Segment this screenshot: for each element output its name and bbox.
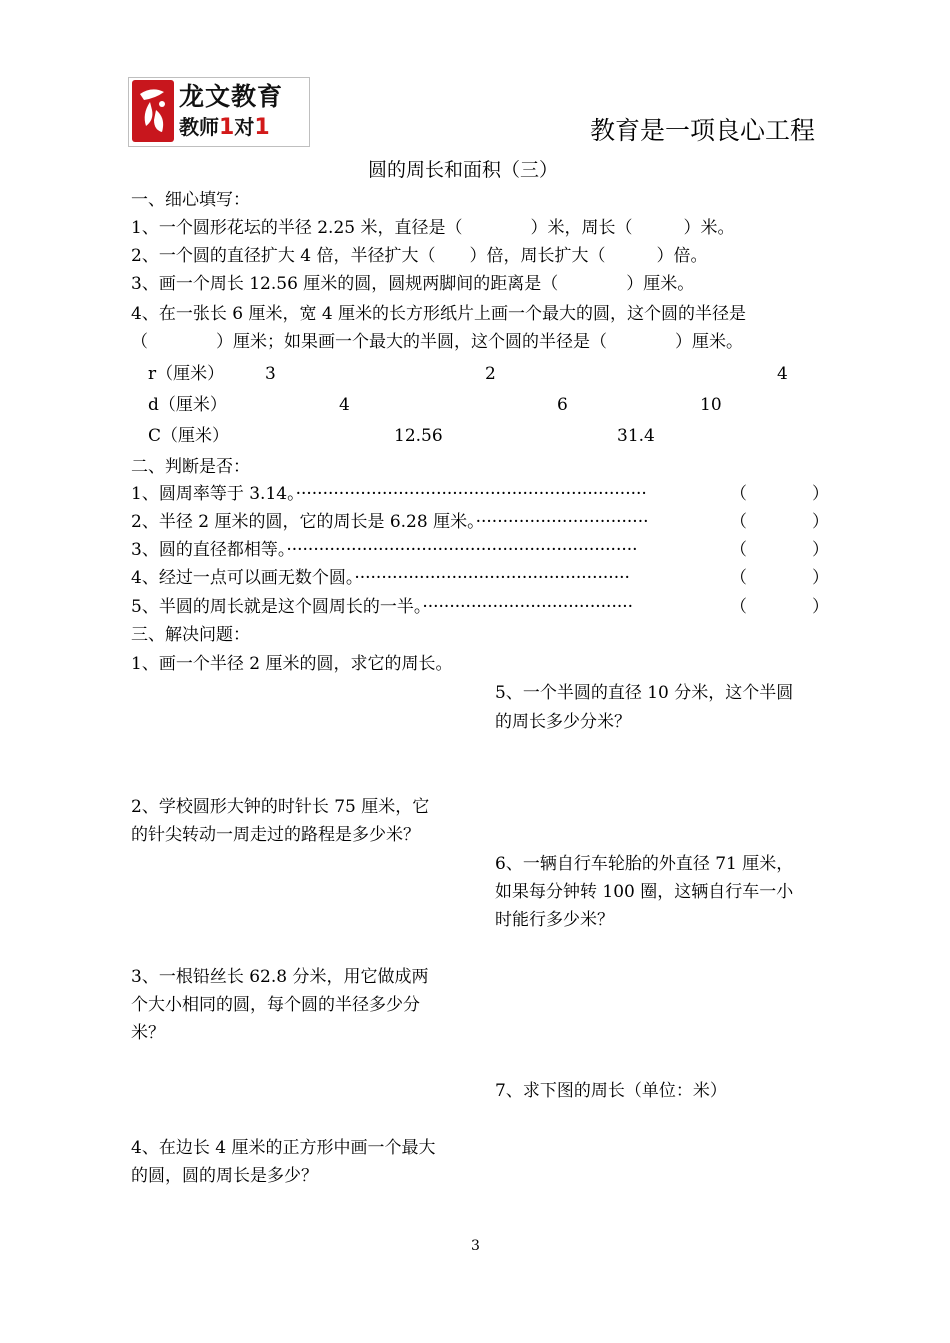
table-r-value: 2 [485,364,496,384]
answer-paren-open: （ [730,540,747,560]
problem-3-line3: 米？ [131,1023,165,1043]
problem-3-line1: 3、一根铅丝长 62.8 分米，用它做成两 [131,967,429,987]
answer-paren-open: （ [730,568,747,588]
problem-3-line2: 个大小相同的圆，每个圆的半径多少分 [131,995,420,1015]
question-1-3: 3、画一个周长 12.56 厘米的圆，圆规两脚间的距离是（ ）厘米。 [131,274,695,294]
answer-paren-close: ） [812,540,829,560]
table-r-value: 4 [777,364,788,384]
question-1-1: 1、一个圆形花坛的半径 2.25 米，直径是（ ）米，周长（ ）米。 [131,218,735,238]
problem-6-line3: 时能行多少米？ [495,910,614,930]
judge-item: 5、半圆的周长就是这个圆周长的一半。······································· [131,597,634,617]
table-d-label: d（厘米） [148,395,227,415]
judge-item: 3、圆的直径都相等。································································· [131,540,638,560]
logo-title: 龙文教育 [179,82,284,111]
problem-4-line2: 的圆，圆的周长是多少？ [131,1166,318,1186]
judge-item: 2、半径 2 厘米的圆，它的周长是 6.28 厘米。································ [131,512,649,532]
problem-2-line1: 2、学校圆形大钟的时针长 75 厘米，它 [131,797,430,817]
answer-paren-open: （ [730,484,747,504]
judge-item: 4、经过一点可以画无数个圆。··················································· [131,568,630,588]
judge-item: 1、圆周率等于 3.14。································································· [131,484,647,504]
table-r-label: r（厘米） [148,364,225,384]
problem-5-line2: 的周长多少分米？ [495,712,631,732]
table-d-value: 10 [700,395,722,415]
answer-paren-close: ） [812,484,829,504]
problem-4-line1: 4、在边长 4 厘米的正方形中画一个最大 [131,1138,436,1158]
logo-subtitle: 教师1对1 [179,115,270,140]
page-title: 圆的周长和面积（三） [368,159,559,181]
problem-6-line1: 6、一辆自行车轮胎的外直径 71 厘米， [495,854,794,874]
table-c-value: 12.56 [394,426,443,446]
logo-brush-icon [132,80,174,142]
answer-paren-open: （ [730,597,747,617]
question-1-2: 2、一个圆的直径扩大 4 倍，半径扩大（ ）倍，周长扩大（ ）倍。 [131,246,708,266]
table-r-value: 3 [265,364,276,384]
slogan: 教育是一项良心工程 [590,116,816,145]
table-d-value: 4 [339,395,350,415]
problem-7: 7、求下图的周长（单位：米） [495,1081,727,1101]
section2-heading: 二、判断是否： [131,457,250,477]
problem-6-line2: 如果每分钟转 100 圈，这辆自行车一小 [495,882,794,902]
problem-5-line1: 5、一个半圆的直径 10 分米，这个半圆 [495,683,794,703]
table-c-label: C（厘米） [148,426,230,446]
page-number: 3 [471,1238,480,1254]
section1-heading: 一、细心填写： [131,190,250,210]
problem-1: 1、画一个半径 2 厘米的圆，求它的周长。 [131,654,453,674]
answer-paren-close: ） [812,597,829,617]
logo [128,77,310,147]
answer-paren-close: ） [812,568,829,588]
section3-heading: 三、解决问题： [131,625,250,645]
problem-2-line2: 的针尖转动一周走过的路程是多少米？ [131,825,420,845]
question-1-4-line1: 4、在一张长 6 厘米，宽 4 厘米的长方形纸片上画一个最大的圆，这个圆的半径是 [131,304,747,324]
answer-paren-close: ） [812,512,829,532]
table-c-value: 31.4 [617,426,655,446]
question-1-4-line2: （ ）厘米；如果画一个最大的半圆，这个圆的半径是（ ）厘米。 [131,332,743,352]
answer-paren-open: （ [730,512,747,532]
table-d-value: 6 [557,395,568,415]
